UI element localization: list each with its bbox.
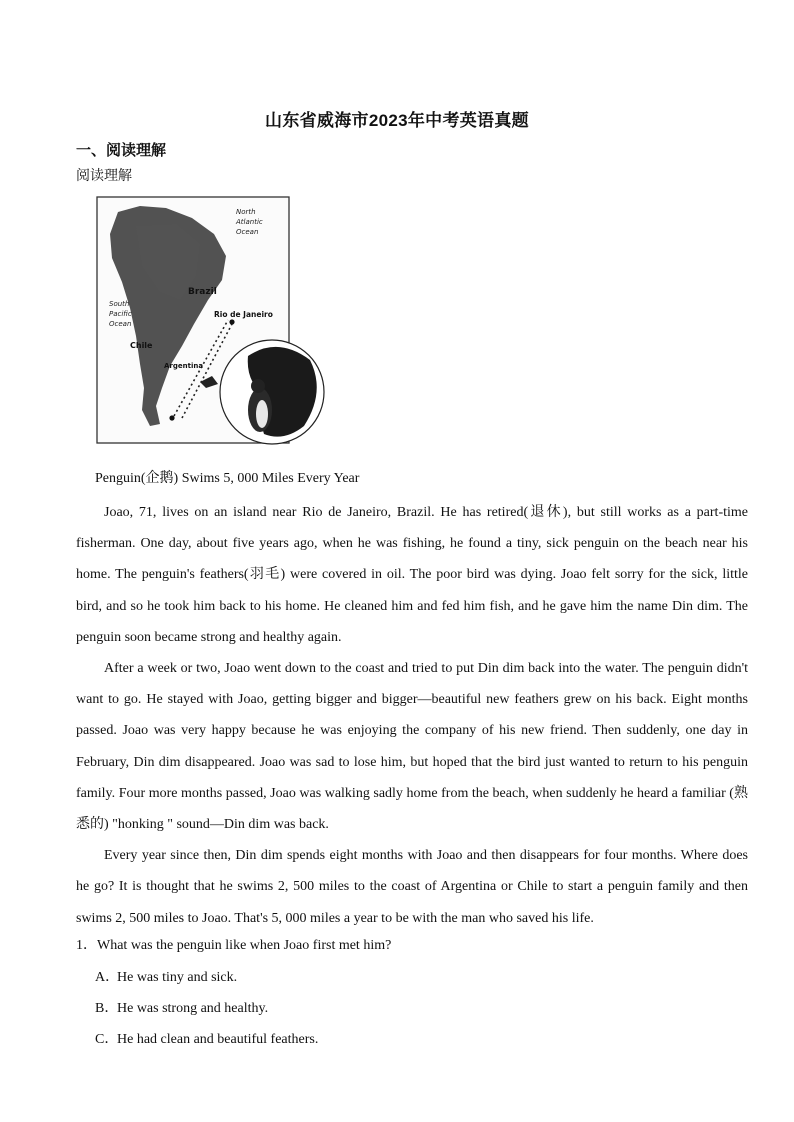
option-c (95, 1028, 318, 1048)
map-label-chile: Chile (130, 341, 153, 350)
rio-marker (229, 319, 234, 324)
section-heading: 一、阅读理解 (76, 142, 167, 159)
page-title: 山东省威海市2023年中考英语真题 (265, 111, 529, 130)
option-text: He was tiny and sick. (117, 970, 238, 985)
option-letter: A． (95, 970, 120, 985)
option-text: He was strong and healthy. (117, 1001, 269, 1016)
map-label-north-atlantic: North Atlantic Ocean (236, 208, 263, 236)
map-label-brazil: Brazil (188, 287, 217, 297)
section-subheading: 阅读理解 (76, 169, 132, 184)
south-america-map-figure (96, 196, 332, 448)
article-paragraph: Joao, 71, lives on an island near Rio de Janeiro, Brazil. He has retired(退休), but still works as a part-time fisherman. One day, about five years ago, when he was fishing, he found a tiny, sick penguin on the beach near his home. The penguin's feathers(羽毛) were covered in oil. The poor bird was dying. Joao felt sorry for the sick, little bird, and so he took him back to his home. He cleaned him and fed him fish, and he gave him the name Din dim. The penguin soon became strong and healthy again. (76, 505, 748, 645)
map-label-south-pacific: South Pacific Ocean (109, 300, 132, 328)
option-a (95, 966, 237, 986)
question-text: 1．What was the penguin like when Joao first met him? (76, 938, 392, 953)
map-label-argentina: Argentina (164, 362, 204, 370)
article-body (76, 497, 748, 934)
map-label-rio: Rio de Janeiro (214, 310, 273, 319)
option-b (95, 997, 268, 1017)
option-letter: B． (95, 1001, 119, 1016)
penguin-head (251, 379, 265, 393)
penguin-belly (256, 400, 268, 428)
option-text: He had clean and beautiful feathers. (117, 1032, 319, 1047)
article-paragraph: Every year since then, Din dim spends eight months with Joao and then disappears for four months. Where does he go? It is thought that he swims 2, 500 miles to the coast of Argentina or Chile to start a penguin family and then swims 2, 500 miles to Joao. That's 5, 000 miles a year to be with the man who saved his life. (76, 848, 748, 926)
south-marker (169, 415, 174, 420)
article-paragraph: After a week or two, Joao went down to the coast and tried to put Din dim back into the water. The penguin didn't want to go. He stayed with Joao, getting bigger and bigger—beautiful new feathers grew on his back. Eight months passed. Joao was very happy because he was enjoying the company of his new friend. Then suddenly, one day in February, Din dim disappeared. Joao was sad to lose him, but hoped that the bird just wanted to return to his penguin family. Four more months passed, Joao was walking sadly home from the beach, when suddenly he heard a familiar (熟悉的) "honking " sound—Din dim was back. (76, 661, 748, 833)
article-title: Penguin(企鹅) Swims 5, 000 Miles Every Year (95, 471, 360, 486)
option-letter: C． (95, 1032, 119, 1047)
